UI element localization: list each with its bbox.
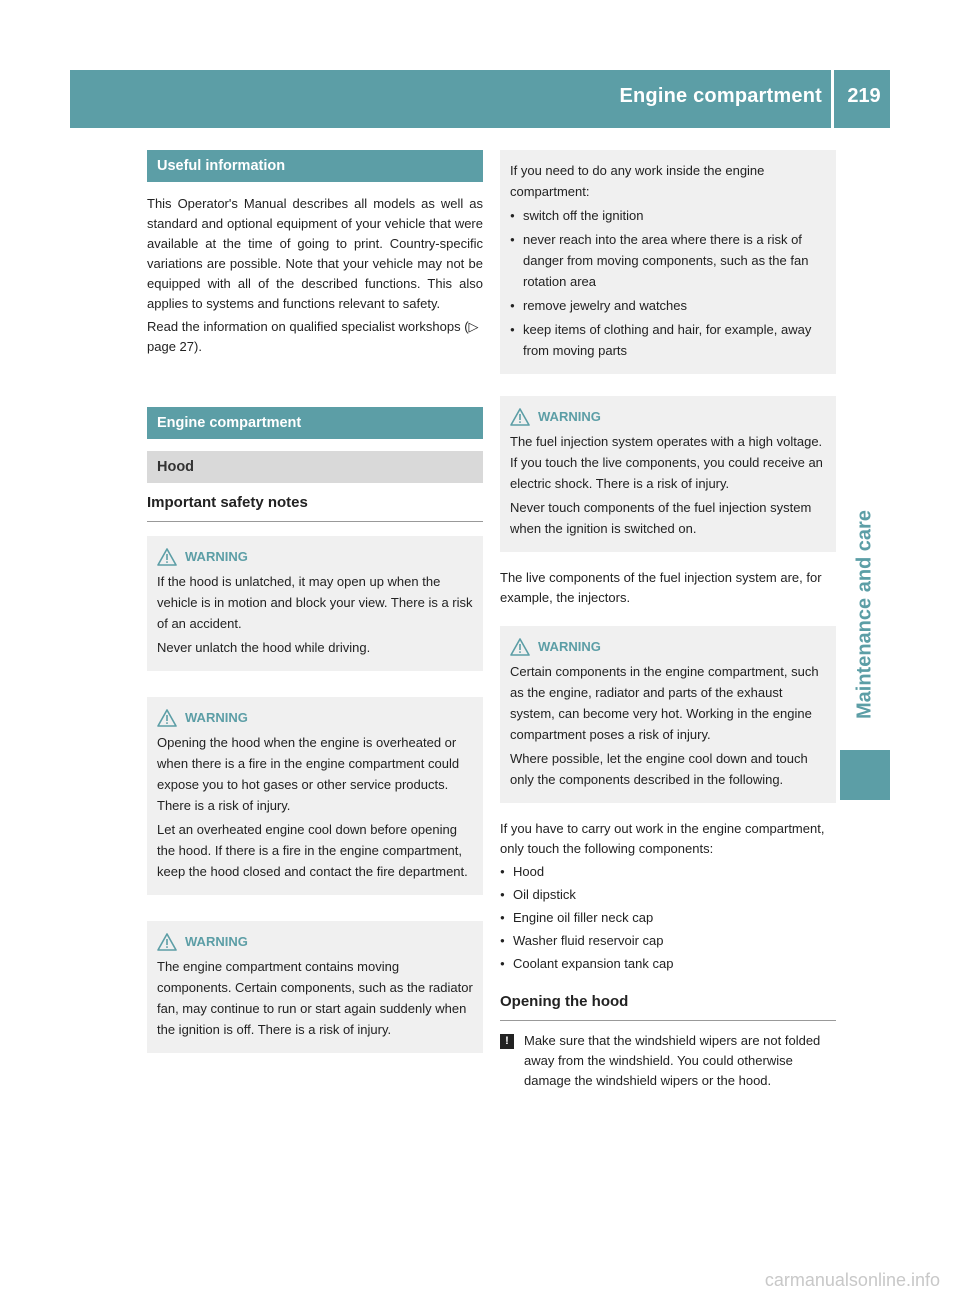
- warning-text: The engine compartment contains moving components. Certain components, such as the radiator fan, may continue to run or start again suddenly when the ignition is off. There is a risk of injury.: [157, 959, 473, 1037]
- page-number: 219: [847, 85, 881, 107]
- section-engine-compartment: Engine compartment: [147, 407, 483, 439]
- side-tab-label: Maintenance and care: [853, 510, 876, 720]
- list-item: ● Engine oil filler neck cap: [500, 908, 836, 928]
- section-useful-information: Useful information: [147, 150, 483, 182]
- warning-header: [510, 406, 828, 427]
- component-list: [500, 862, 836, 974]
- warning-box-fuel-injection: [500, 396, 836, 552]
- warning-header: [510, 636, 828, 657]
- warning-label: WARNING: [538, 409, 601, 424]
- warning-label: WARNING: [185, 934, 248, 949]
- list-item: ● Coolant expansion tank cap: [500, 954, 836, 974]
- warning-box-hot-components: [500, 626, 836, 803]
- page-title: Engine compartment: [619, 85, 822, 107]
- subsection-hood: Hood: [147, 451, 483, 483]
- warning-text: Certain components in the engine compartment, such as the engine, radiator and parts of the exhaust system, can become very hot. Working in the engine compartment poses a risk of injury.: [510, 664, 819, 742]
- warning-instruction: Where possible, let the engine cool down and touch only the components described in the following.: [510, 751, 808, 787]
- warning-header: [157, 931, 475, 952]
- list-item: ● Washer fluid reservoir cap: [500, 931, 836, 951]
- heading-opening-the-hood: Opening the hood: [500, 992, 836, 1021]
- warning-label: WARNING: [185, 549, 248, 564]
- warning-triangle-icon: [157, 709, 177, 727]
- useful-info-paragraph: This Operator's Manual describes all models as well as standard and optional equipment of your vehicle that were available at the time of going to print. Country-specific variations are possible. Note that your vehicle may not be equipped with all of the described functions. This also applies to systems and functions relevant to safety.: [147, 196, 483, 311]
- work-intro: If you need to do any work inside the engine compartment:: [510, 163, 765, 199]
- warning-header: [157, 546, 475, 567]
- work-bullet-list: [510, 205, 828, 361]
- warning-triangle-icon: [157, 548, 177, 566]
- warning-label: WARNING: [185, 710, 248, 725]
- workshop-reference: Read the information on qualified specialist workshops (▷ page 27).: [147, 319, 479, 354]
- right-column: [500, 150, 836, 1094]
- warning-triangle-icon: [510, 408, 530, 426]
- footer-watermark: carmanualsonline.info: [764, 1270, 940, 1290]
- live-components-text: The live components of the fuel injection system are, for example, the injectors.: [500, 570, 822, 605]
- note-text: Make sure that the windshield wipers are not folded away from the windshield. You could otherwise damage the windshield wipers or the hood.: [524, 1033, 821, 1088]
- warning-instruction: Never touch components of the fuel injection system when the ignition is switched on.: [510, 500, 812, 536]
- heading-important-safety-notes: Important safety notes: [147, 493, 483, 522]
- warning-instruction: Let an overheated engine cool down before opening the hood. If there is a fire in the engine compartment, keep the hood closed and contact the fire department.: [157, 822, 468, 879]
- warning-text: Opening the hood when the engine is overheated or when there is a fire in the engine compartment could expose you to hot gases or other service products. There is a risk of injury.: [157, 735, 460, 813]
- warning-box-moving-components: [147, 921, 483, 1053]
- side-tab-marker: [840, 750, 890, 800]
- warning-instruction: Never unlatch the hood while driving.: [157, 640, 371, 655]
- exclamation-icon: !: [500, 1034, 514, 1049]
- header-divider: [831, 70, 834, 128]
- left-column: [147, 150, 483, 1079]
- warning-triangle-icon: [157, 933, 177, 951]
- work-instructions-box: [500, 150, 836, 374]
- warning-box-unlatch: [147, 536, 483, 671]
- list-item: ● never reach into the area where there is a risk of danger from moving components, such as the fan rotation area: [510, 229, 828, 292]
- list-item: ● Hood: [500, 862, 836, 882]
- list-item: ● Oil dipstick: [500, 885, 836, 905]
- warning-text: The fuel injection system operates with a high voltage. If you touch the live components, you could receive an electric shock. There is a risk of injury.: [510, 434, 823, 491]
- note-wipers: [500, 1031, 836, 1094]
- list-item: ● remove jewelry and watches: [510, 295, 828, 316]
- warning-triangle-icon: [510, 638, 530, 656]
- warning-box-overheated: [147, 697, 483, 895]
- list-item: ● keep items of clothing and hair, for example, away from moving parts: [510, 319, 828, 361]
- warning-header: [157, 707, 475, 728]
- list-item: ● switch off the ignition: [510, 205, 828, 226]
- warning-text: If the hood is unlatched, it may open up when the vehicle is in motion and block your view. There is a risk of an accident.: [157, 574, 473, 631]
- carry-out-intro: If you have to carry out work in the engine compartment, only touch the following components:: [500, 821, 825, 856]
- warning-label: WARNING: [538, 639, 601, 654]
